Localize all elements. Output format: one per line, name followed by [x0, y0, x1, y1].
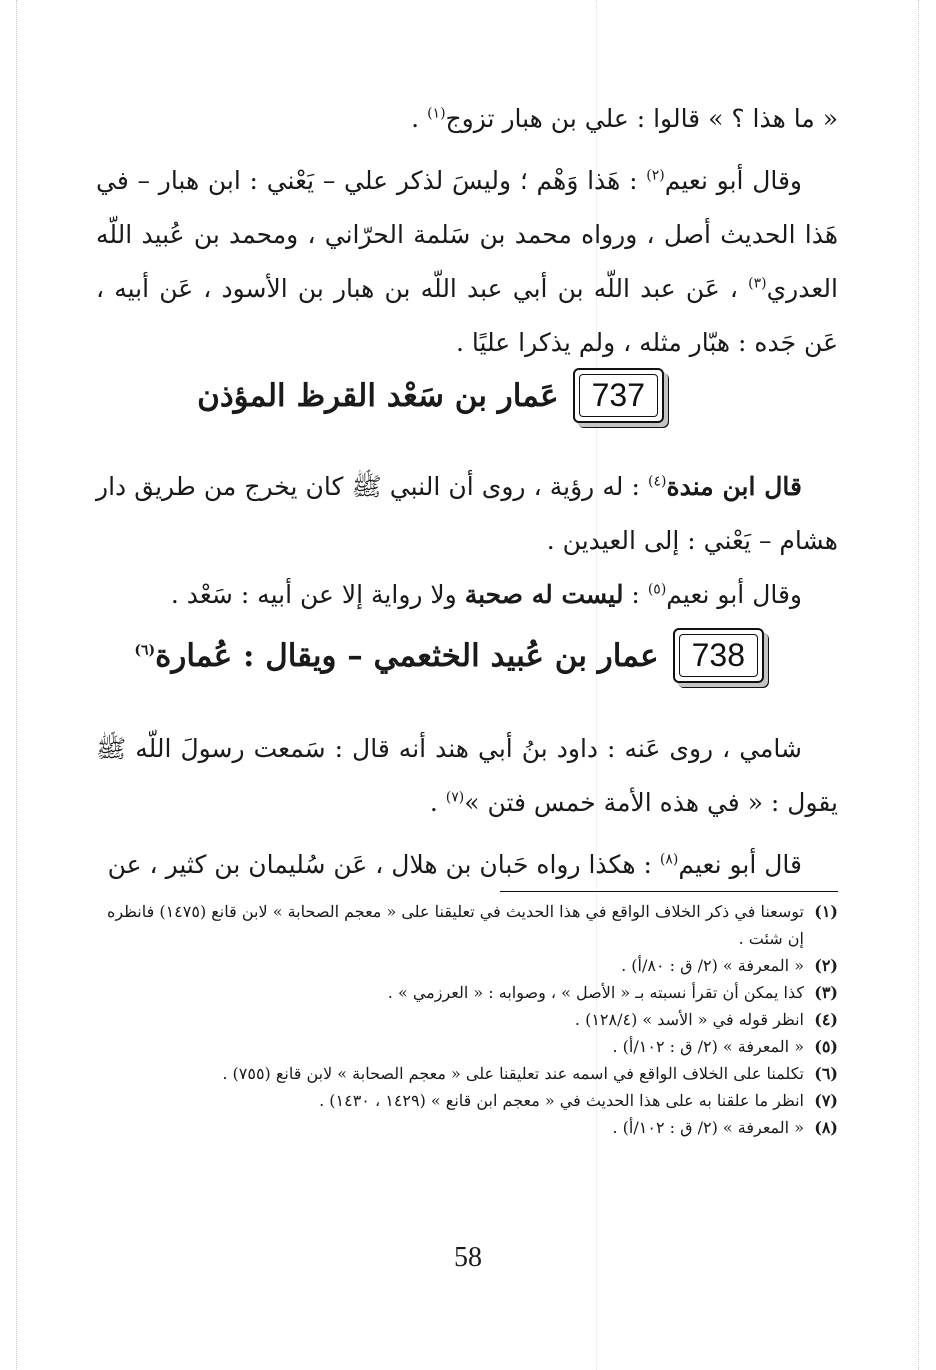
footnote-text: « المعرفة » (٢/ ق : ١٠٢/أ) .	[612, 1118, 804, 1137]
footnote-ref-1[interactable]: (١)	[427, 105, 446, 122]
entry-738-paragraph-2-start: قال أبو نعيم	[678, 850, 802, 879]
entry-738-paragraph-1-end: .	[429, 788, 446, 817]
footnotes	[96, 898, 838, 1141]
entry-737-paragraph-1	[96, 460, 838, 568]
footnote-ref-5[interactable]: (٥)	[647, 581, 667, 598]
footnote-8	[96, 1114, 838, 1141]
entry-738-paragraph-1-text: شامي ، روى عَنه : داود بنُ أبي هند أنه قال : سَمعت رسولَ اللّه ﷺ يقول : « في هذه الأمة خمس فتن »	[96, 734, 838, 817]
entry-737-body	[96, 460, 838, 622]
entry-737-title: عَمار بن سَعْد القرظ المؤذن	[197, 377, 559, 414]
entry-737-number: 737	[579, 374, 658, 417]
footnote-text: « المعرفة » (٢/ ق : ٨٠/أ) .	[621, 956, 804, 975]
footnote-ref-4[interactable]: (٤)	[648, 473, 667, 490]
footnote-number: (٢)	[814, 956, 838, 975]
footnote-text: توسعنا في ذكر الخلاف الواقع في هذا الحديث في تعليقنا على « معجم الصحابة » لابن قانع (١٤٧٥) فانظره إن شئت .	[106, 902, 804, 948]
footnote-text: « المعرفة » (٢/ ق : ١٠٢/أ) .	[612, 1037, 804, 1056]
entry-737-number-box	[573, 368, 664, 423]
footnote-4	[96, 1006, 838, 1033]
entry-737-bold-phrase: ليست له صحبة	[464, 580, 624, 609]
entry-738-title	[134, 638, 658, 674]
entry-738-body	[96, 722, 838, 892]
entry-737-paragraph-1-text: : له رؤية ، روى أن النبي ﷺ كان يخرج من طريق دار هشام – يَعْني : إلى العيدين .	[96, 472, 838, 555]
footnote-number: (٨)	[814, 1118, 838, 1137]
footnote-number: (٣)	[814, 983, 838, 1002]
footnote-text: كذا يمكن أن تقرأ نسبته بـ « الأصل » ، وصوابه : « العرزمي » .	[387, 983, 804, 1002]
footnote-2	[96, 952, 838, 979]
paragraph-2-text: : هَذا وَهْم ؛ وليسَ لذكر علي – يَعْني : ابن هبار – في هَذا الحديث أصل ، ورواه محمد بن سَلمة الحرّاني ، ومحمد بن عُبيد اللّه العدري	[96, 166, 838, 303]
footnote-3	[96, 979, 838, 1006]
entry-737-colon: :	[623, 580, 648, 609]
footnote-text: انظر قوله في « الأسد » (١٢٨/٤) .	[574, 1010, 804, 1029]
entry-738-paragraph-2	[96, 838, 838, 892]
scan-edge-line-left	[16, 0, 17, 1370]
footnote-number: (٧)	[814, 1091, 838, 1110]
entry-737-author: قال ابن مندة	[666, 472, 803, 501]
footnote-number: (٥)	[814, 1037, 838, 1056]
footnote-text: تكلمنا على الخلاف الواقع في اسمه عند تعليقنا على « معجم الصحابة » لابن قانع (٧٥٥) .	[222, 1064, 804, 1083]
entry-738-paragraph-1	[96, 722, 838, 830]
footnote-number: (١)	[814, 902, 838, 921]
entry-738-number-box	[673, 628, 764, 683]
entry-737-paragraph-2-start: وقال أبو نعيم	[666, 580, 802, 609]
footnote-1	[96, 898, 838, 952]
paragraph-1-text: « ما هذا ؟ » قالوا : علي بن هبار تزوج	[445, 104, 838, 133]
paragraph-2-end: ، عَن عبد اللّه بن أبي عبد اللّه بن هبار بن الأسود ، عَن أبيه ، عَن جَده : هبّار مثله ، ولم يذكرا عليًا .	[96, 274, 838, 357]
entry-737-heading	[197, 368, 664, 423]
footnote-6	[96, 1060, 838, 1087]
entry-738-title-text: عمار بن عُبيد الخثعمي – ويقال : عُمارة	[155, 637, 659, 674]
entry-738-number: 738	[679, 634, 758, 677]
footnote-7	[96, 1087, 838, 1114]
footnote-ref-3[interactable]: (٣)	[748, 275, 767, 292]
entry-737-paragraph-2	[96, 568, 838, 622]
footnote-separator	[500, 891, 838, 892]
footnote-number: (٦)	[814, 1064, 838, 1083]
paragraph-2	[96, 154, 838, 370]
entry-738-paragraph-2-text: : هكذا رواه حَبان بن هلال ، عَن سُليمان بن كثير ، عن	[107, 850, 660, 879]
footnote-number: (٤)	[814, 1010, 838, 1029]
paragraph-1	[96, 92, 838, 146]
entry-737-paragraph-2-end: ولا رواية إلا عن أبيه : سَعْد .	[170, 580, 465, 609]
entry-738-heading	[134, 628, 764, 683]
footnote-ref-6[interactable]: (٦)	[134, 642, 156, 659]
footnote-ref-2[interactable]: (٢)	[646, 167, 665, 184]
paragraph-1-end: .	[411, 104, 428, 133]
paragraph-2-start: وقال أبو نعيم	[664, 166, 802, 195]
footnote-ref-8[interactable]: (٨)	[659, 851, 679, 868]
footnote-ref-7[interactable]: (٧)	[445, 789, 465, 806]
scan-edge-line-right	[918, 0, 919, 1370]
footnote-text: انظر ما علقنا به على هذا الحديث في « معجم ابن قانع » (١٤٢٩ ، ١٤٣٠) .	[319, 1091, 804, 1110]
page-number: 58	[454, 1242, 482, 1273]
top-text	[96, 92, 838, 370]
footnote-5	[96, 1033, 838, 1060]
